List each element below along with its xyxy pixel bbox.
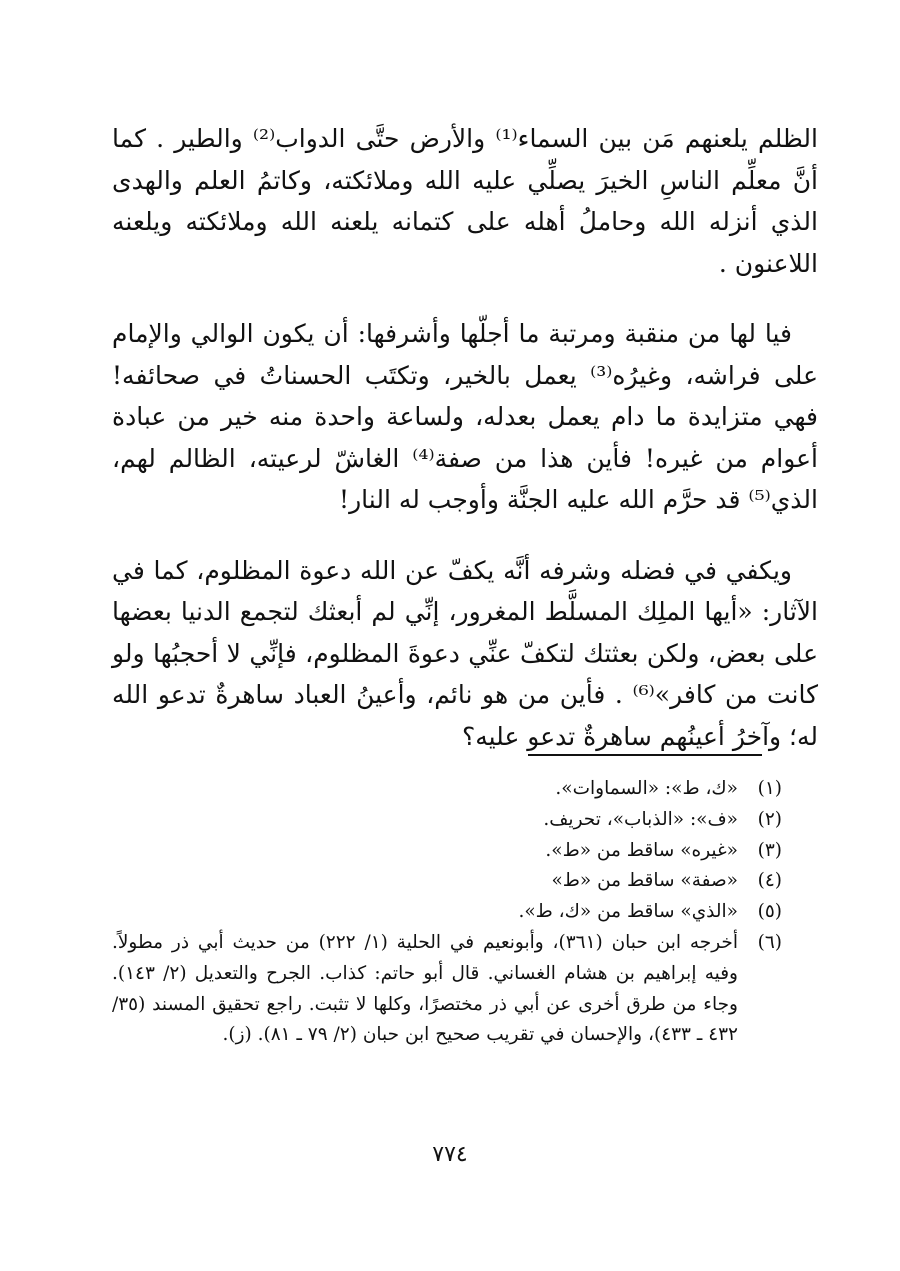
page-number: ٧٧٤	[432, 1142, 468, 1167]
footnote-6	[112, 928, 782, 1051]
footnote-1	[112, 774, 782, 805]
footnote-text: أخرجه ابن حبان (٣٦١)، وأبونعيم في الحلية (١/ ٢٢٢) من حديث أبي ذر مطولاً. وفيه إبراهيم بن هشام الغساني. قال أبو حاتم: كذاب. الجرح والتعديل (٢/ ١٤٣). وجاء من طرق أخرى عن أبي ذر مختصرًا، وكلها لا تثبت. راجع تحقيق المسند (٣٥/ ٤٣٢ ـ ٤٣٣)، والإحسان في تقريب صحيح ابن حبان (٢/ ٧٩ ـ ٨١). (ز).	[112, 931, 738, 1046]
paragraph-gap	[112, 521, 818, 550]
footnote-text: «الذي» ساقط من «ك، ط».	[518, 901, 738, 923]
footnote-text: «غيره» ساقط من «ط».	[545, 839, 738, 861]
footnote-number: (١)	[757, 778, 782, 799]
footnote-4	[112, 866, 782, 897]
footnote-3	[112, 836, 782, 867]
footnotes-list	[112, 774, 782, 1051]
footnote-text: «ف»: «الذباب»، تحريف.	[543, 808, 738, 830]
paragraph-gap	[112, 284, 818, 313]
paragraph-1: الظلم يلعنهم مَن بين السماء⁽¹⁾ والأرض حتَّى الدواب⁽²⁾ والطير . كما أنَّ معلِّم الناسِ الخيرَ يصلِّي عليه الله وملائكته، وكاتمُ العلم والهدى الذي أنزله الله وحاملُ أهله على كتمانه يلعنه الله وملائكته ويلعنه اللاعنون .	[112, 124, 818, 278]
footnote-number: (٤)	[757, 870, 782, 892]
footnote-text: «صفة» ساقط من «ط»	[551, 870, 738, 892]
footnote-number: (٦)	[757, 931, 782, 953]
footnote-number: (٢)	[757, 808, 782, 830]
paragraph-3: ويكفي في فضله وشرفه أنَّه يكفّ عن الله دعوة المظلوم، كما في الآثار: «أيها الملِك المسلَّط المغرور، إنِّي لم أبعثك لتجمع الدنيا بعضها على بعض، ولكن بعثتك لتكفّ عنِّي دعوةَ المظلوم، فإنِّي لا أحجبُها ولو كانت من كافر»⁽⁶⁾ . فأين من هو نائم، وأعينُ العباد ساهرةٌ تدعو الله له؛ وآخرُ أعينُهم ساهرةٌ تدعو عليه؟	[112, 555, 818, 751]
footnote-separator	[528, 754, 762, 756]
footnote-5	[112, 897, 782, 928]
footnote-number: (٣)	[757, 839, 782, 861]
footnote-text: «ك، ط»: «السماوات».	[555, 778, 738, 799]
footnote-number: (٥)	[757, 901, 782, 923]
main-text	[112, 118, 818, 757]
footnote-2	[112, 805, 782, 836]
paragraph-2: فيا لها من منقبة ومرتبة ما أجلّها وأشرفها: أن يكون الوالي والإمام على فراشه، وغيرُه⁽³⁾ يعمل بالخير، وتكتَب الحسناتُ في صحائفه! فهي متزايدة ما دام يعمل بعدله، ولساعة واحدة منه خير من عبادة أعوام من غيره! فأين هذا من صفة⁽⁴⁾ الغاشّ لرعيته، الظالم لهم، الذي⁽⁵⁾ قد حرَّم الله عليه الجنَّة وأوجب له النار!	[112, 319, 818, 514]
